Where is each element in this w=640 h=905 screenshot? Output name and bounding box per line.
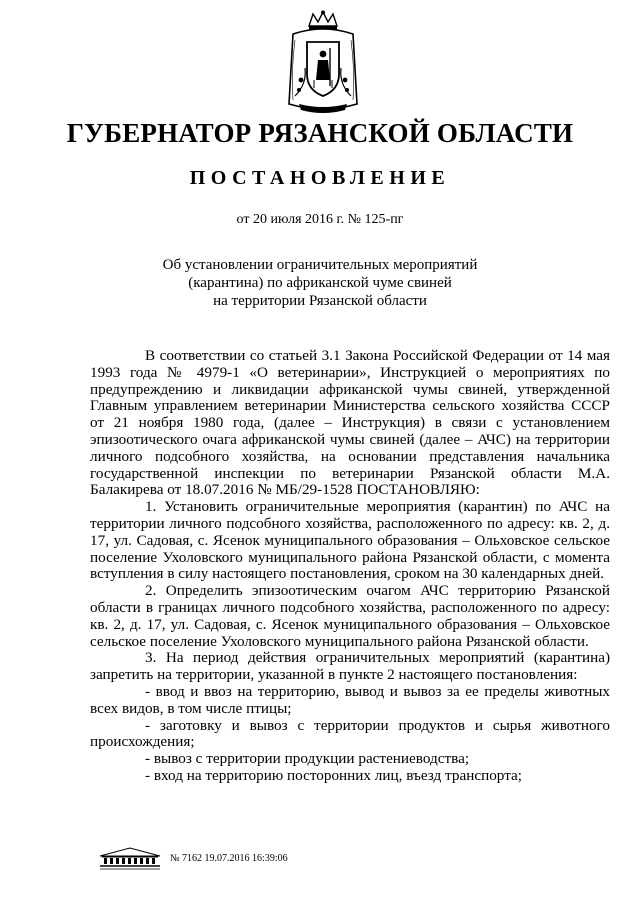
clause-2-paragraph: 2. Определить эпизоотическим очагом АЧС территорию Рязанской области в границах личного подсобного хозяйства, расположенного по адресу: кв. 2, д. 17, ул. Садовая, с. Ясенок муниципального образования – Ольховское сельское поселение Ухоловского муниципального района Рязанской области. xyxy=(90,582,610,650)
clause-1-paragraph: 1. Установить ограничительные мероприятия (карантин) по АЧС на территории личного подсобного хозяйства, расположенного по адресу: кв. 2, д. 17, ул. Садовая, с. Ясенок муниципального образования – Ольховское сельское поселение Ухоловского муниципального района Рязанской области, с момента вступления в силу настоящего постановления, сроком на 30 календарных дней. xyxy=(90,498,610,583)
registry-stamp-icon xyxy=(98,846,162,870)
governor-title: ГУБЕРНАТОР РЯЗАНСКОЙ ОБЛАСТИ xyxy=(66,118,574,148)
subject-line: (карантина) по африканской чуме свиней xyxy=(188,275,452,291)
preamble-paragraph: В соответствии со статьей 3.1 Закона Российской Федерации от 14 мая 1993 года № 4979-1 «О ветеринарии», Инструкцией о мероприятиях по предупреждению и ликвидации африканской чумы свиней, утвержденной Главным управлением ветеринарии Министерства сельского хозяйства СССР от 21 ноября 1980 года, (далее – Инструкция) в связи с установлением эпизоотического очага африканской чумы свиней (далее – АЧС) на территории личного подсобного хозяйства, на основании представления начальника государственной инспекции по ветеринарии Рязанской области М.А. Балакирева от 18.07.2016 № МБ/29-1528 ПОСТАНОВЛЯЮ: xyxy=(90,347,610,499)
prohibition-item: - ввод и ввоз на территорию, вывод и вывоз за ее пределы животных всех видов, в том числе птицы; xyxy=(90,682,610,717)
document-type: ПОСТАНОВЛЕНИЕ xyxy=(189,167,451,189)
document-subject xyxy=(160,256,480,310)
subject-line: Об установлении ограничительных мероприятий xyxy=(162,257,478,273)
prohibition-item: - вход на территорию посторонних лиц, въезд транспорта; xyxy=(145,766,522,784)
prohibition-item: - заготовку и вывоз с территории продуктов и сырья животного происхождения; xyxy=(90,716,610,751)
clause-3-paragraph: 3. На период действия ограничительных мероприятий (карантина) запретить на территории, указанной в пункте 2 настоящего постановления: xyxy=(90,649,610,684)
subject-line: на территории Рязанской области xyxy=(213,293,427,309)
registration-number: № 7162 19.07.2016 16:39:06 xyxy=(170,852,288,864)
document-body xyxy=(90,348,610,785)
document-date-number: от 20 июля 2016 г. № 125-пг xyxy=(236,212,404,227)
coat-of-arms-icon xyxy=(285,10,361,114)
prohibition-item: - вывоз с территории продукции растениеводства; xyxy=(145,750,470,768)
registration-footer xyxy=(98,846,288,870)
